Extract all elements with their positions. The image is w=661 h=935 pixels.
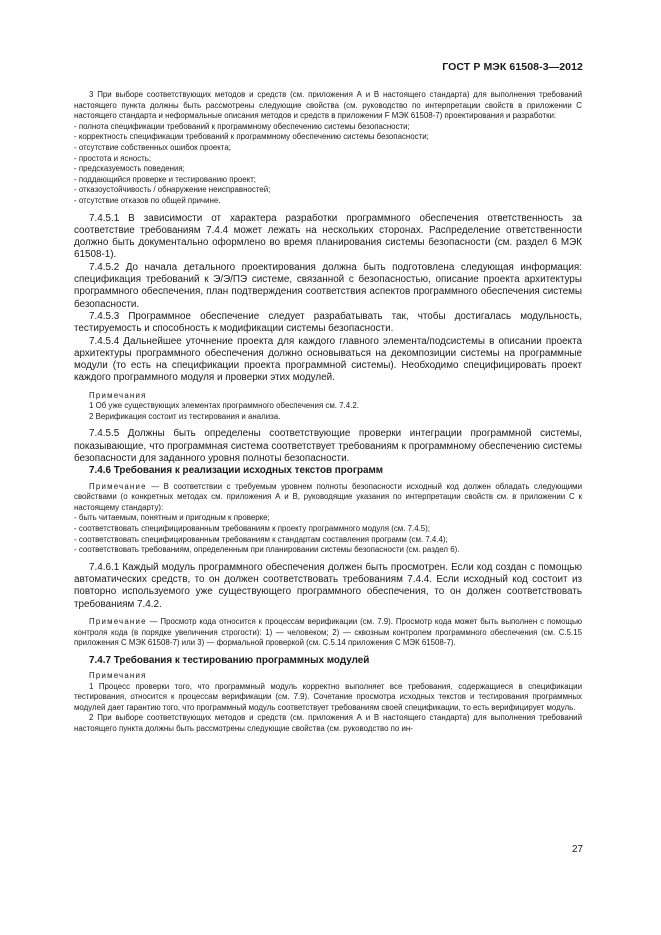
paragraph-7-4-5-1: 7.4.5.1 В зависимости от характера разработки программного обеспечения ответственность за соответствие требованиям 7.4.4 может лежать на нескольких сторонах. Распределение ответственности должно быть документально оформлено во время планирования системы безопасности (см. раздел 6 МЭК 61508-1).	[74, 212, 582, 261]
list-item: - быть читаемым, понятным и пригодным к проверке;	[74, 513, 270, 523]
note-item: 1 Процесс проверки того, что программный модуль корректно выполняет все требования, содержащиеся в спецификации тестирования, относится к процессам верификации (см. 7.9). Сочетание просмотра исходных текстов и тестирования программных модулей дает гарантию того, что программный модуль соответствует требованиям своей спецификации, то есть верифицирует модуль.	[74, 681, 582, 712]
list-item: - предсказуемость поведения;	[74, 164, 185, 174]
list-item: - соответствовать требованиям, определенным при планировании системы безопасности (см. раздел 6).	[74, 545, 460, 555]
note-item: 1 Об уже существующих элементах программного обеспечения см. 7.4.2.	[89, 401, 359, 411]
note-7-4-6-1	[74, 617, 582, 649]
list-item: - корректность спецификации требований к программному обеспечению системы безопасности;	[74, 132, 429, 142]
standard-header: ГОСТ Р МЭК 61508-3—2012	[442, 61, 583, 73]
notes-title: Примечания	[89, 671, 147, 681]
paragraph-7-4-5-4: 7.4.5.4 Дальнейшее уточнение проекта для каждого главного элемента/подсистемы в описании проекта архитектуры программного обеспечения должно основываться на декомпозиции системы на программные модули (то есть на спецификации проекта программной системы). Необходимо специфицировать проект каждого программного модуля и проверки этих модулей.	[74, 335, 582, 384]
note-label: Примечание	[89, 481, 147, 491]
paragraph-7-4-6-1: 7.4.6.1 Каждый модуль программного обеспечения должен быть просмотрен. Если код создан с помощью автоматических средств, то он должен соответствовать требованиям 7.4.4. Если исходный код состоит из повторно используемого уже существующего программного обеспечения, то он должен соответствовать требованиям 7.4.2.	[74, 561, 582, 610]
list-item: - полнота спецификации требований к программному обеспечению системы безопасности;	[74, 121, 410, 131]
note-label: Примечание	[89, 617, 147, 626]
paragraph-note-3: 3 При выборе соответствующих методов и средств (см. приложения А и В настоящего стандарта) для выполнения требований настоящего пункта должны быть рассмотрены следующие свойства (см. руководство по интерпретации свойств в приложении С настоящего стандарта и неформальные описания методов и средств в приложении F МЭК 61508-7) проектирования и разработки:	[74, 90, 582, 121]
paragraph-7-4-5-3: 7.4.5.3 Программное обеспечение следует разрабатывать так, чтобы достигалась модульность, тестируемость и способность к модификации системы безопасности.	[74, 310, 582, 335]
notes-title: Примечания	[89, 390, 147, 400]
note-text: — Просмотр кода относится к процессам верификации (см. 7.9). Просмотр кода может быть выполнен с помощью контроля кода (в порядке увеличения строгости): 1) — человеком; 2) — сквозным контролем программного обеспечения (см. С.5.15 приложения С МЭК 61508-7) или 3) — формальной проверкой (см. С.5.14 приложения С МЭК 61508-7).	[74, 617, 582, 648]
list-item: - соответствовать специфицированным требованиям к стандартам составления программ (см. 7.4.4);	[74, 534, 448, 544]
paragraph-7-4-5-2: 7.4.5.2 До начала детального проектирования должна быть подготовлена следующая информация: спецификация требований к Э/Э/ПЭ системе, связанной с безопасностью, описание проекта архитектуры программного обеспечения, план подтверждения соответствия аспектов программного обеспечения системы безопасности.	[74, 261, 582, 310]
page-number: 27	[572, 844, 583, 855]
list-item: - отказоустойчивость / обнаружение неисправностей;	[74, 185, 271, 195]
section-heading-7-4-6: 7.4.6 Требования к реализации исходных текстов программ	[89, 465, 384, 477]
note-item: 2 При выборе соответствующих методов и средств (см. приложения А и В настоящего стандарта) для выполнения требований настоящего пункта должны быть рассмотрены следующие свойства (см. руководство по ин-	[74, 713, 582, 734]
list-item: - поддающийся проверке и тестированию проект;	[74, 174, 257, 184]
note-text: — В соответствии с требуемым уровнем полноты безопасности исходный код должен обладать следующими свойствами (о конкретных методах см. приложения А и В, руководящие указания по интерпретации свойств см. в приложении С к настоящему стандарту):	[74, 481, 582, 512]
list-item: - соответствовать специфицированным требованиям к проекту программного модуля (см. 7.4.5);	[74, 524, 430, 534]
section-heading-7-4-7: 7.4.7 Требования к тестированию программных модулей	[89, 654, 370, 666]
list-item: - отсутствие собственных ошибок проекта;	[74, 142, 231, 152]
list-item: - простота и ясность;	[74, 153, 152, 163]
list-item: - отсутствие отказов по общей причине.	[74, 195, 221, 205]
note-item: 2 Верификация состоит из тестирования и анализа.	[89, 411, 281, 421]
page-content	[74, 90, 582, 735]
note-7-4-6	[74, 482, 582, 514]
paragraph-7-4-5-5: 7.4.5.5 Должны быть определены соответствующие проверки интеграции программной системы, показывающие, что программная система соответствует требованиям к программному обеспечению системы безопасности для заданного уровня полноты безопасности.	[74, 428, 582, 465]
